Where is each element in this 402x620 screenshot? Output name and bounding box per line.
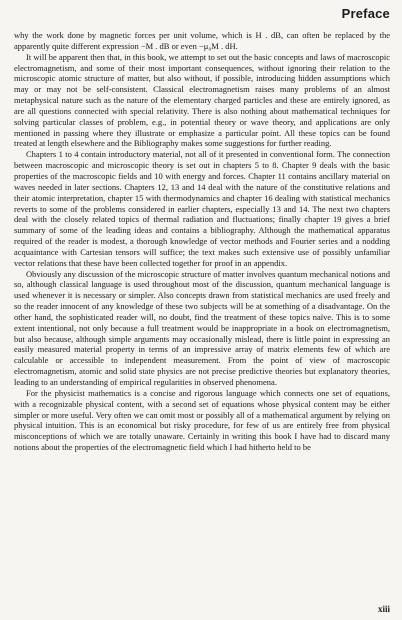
paragraph: For the physicist mathematics is a concise and rigorous language which connects one set of equations, with a recognizable physical content, with a second set of equations whose physical content may be either simpler or more useful. Very often we can omit most or possibly all of a mathematical argument by relying on physical intuition. This is an economical but risky procedure, for few of us are entirely free from physical misconceptions of which we are totally unaware. Certainly in writing this book I have had to discard many notions about the properties of the electromagnetic field which I had hitherto held to be bbox=[14, 387, 390, 453]
page-number: xiii bbox=[377, 604, 390, 614]
body-text bbox=[14, 30, 390, 453]
paragraph: Obviously any discussion of the microscopic structure of matter involves quantum mechanical notions and so, although classical language is used throughout most of the discussion, quantum mechanical language is used whenever it is necessary or simpler. Also concepts drawn from statistical mechanics are used freely and so the reader innocent of any knowledge of these two subjects will be at something of a disadvantage. On the other hand, the sophisticated reader will, no doubt, find the treatment of these topics naïve. This is to some extent intentional, not only because a full treatment would be inappropriate in a book on electromagnetism, but also because, although simple arguments may occasionally mislead, there is little point in expressing an easily measured material property in terms of an impressive array of matrix elements few of which are calculable or accessible to independent measurement. From the point of view of macroscopic electromagnetism, atomic and solid state physics are not precise predictive theories but explanatory theories, leading to an understanding of empirical regularities in observed phenomena. bbox=[14, 268, 390, 387]
paragraph: Chapters 1 to 4 contain introductory material, not all of it presented in conventional form. The connection between macroscopic and microscopic theory is set out in chapters 5 to 8. Chapter 9 deals with the basic properties of the macroscopic fields and 10 with energy and forces. Chapter 11 contains ancillary material on waves needed in later sections. Chapters 12, 13 and 14 deal with the nature of the constitutive relations and their atomic interpretation, chapter 15 with thermodynamics and chapter 16 dealing with statistical mechanics reverts to some of the problems considered in earlier chapters, especially 13 and 14. The next two chapters deal with the closely related topics of thermal radiation and fluctuations; finally chapter 19 gives a brief summary of some of the leading ideas and contains a bibliography. Although the mathematical apparatus required of the reader is modest, a thorough knowledge of vector methods and Fourier series and a nodding acquaintance with Cartesian tensors will suffice; the text makes such extensive use of possibly unfamiliar vector relations that these have been collected together for proof in an appendix. bbox=[14, 149, 390, 268]
running-header: Preface bbox=[341, 6, 390, 21]
paragraph: why the work done by magnetic forces per unit volume, which is H . dB, can often be replaced by the apparently quite different expression −M . dB or even −μ₀M . dH. bbox=[14, 30, 390, 51]
paragraph: It will be apparent then that, in this book, we attempt to set out the basic concepts and laws of macroscopic electromagnetism, and some of their most important consequences, without ignoring their relation to the microscopic atomic structure of matter, but also without, if possible, introducing hidden assumptions which may or may not be self-consistent. Classical electromagnetism raises many problems of an almost metaphysical nature such as the nature of the elementary charged particles and these are entirely ignored, as are all questions connected with special relativity. There is also nothing about mathematical techniques for solving particular classes of problem, e.g., in potential theory or wave theory, and applications are only mentioned in passing where they illustrate or emphasize a particular point. All these topics can be found treated at length elsewhere and the Bibliography makes some suggestions for further reading. bbox=[14, 51, 390, 149]
